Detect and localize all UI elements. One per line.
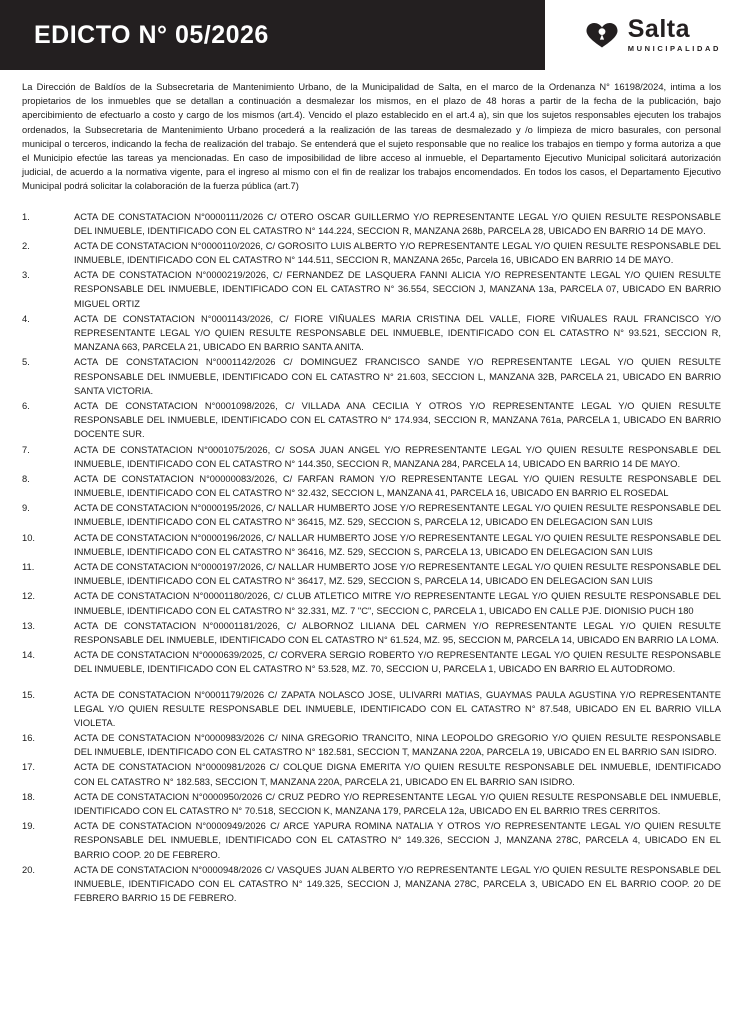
list-item-text: ACTA DE CONSTATACION N°0001142/2026 C/ DOMINGUEZ FRANCISCO SANDE Y/O REPRESENTANTE LEGAL Y/O QUIEN RESULTE RESPONSABLE DEL INMUEBLE, IDENTIFICADO CON EL CATASTRO N° 21.603, SECCION L, MANZANA 32B, PARCELA 21, UBICADO EN BARRIO SANTA VICTORIA. [74,357,721,396]
list-item-text: ACTA DE CONSTATACION N°00001180/2026, C/ CLUB ATLETICO MITRE Y/O REPRESENTANTE LEGAL Y/O QUIEN RESULTE RESPONSABLE DEL INMUEBLE, IDENTIFICADO CON EL CATASTRO N° 32.331, MZ. 7 "C", SECCION C, PARCELA 1, UBICADO EN CALLE PJE. DIONISIO PUCH 180 [74,591,721,616]
list-item [22,648,721,676]
list-item [22,731,721,759]
list-item-text: ACTA DE CONSTATACION N°00000083/2026, C/ FARFAN RAMON Y/O REPRESENTANTE LEGAL Y/O QUIEN RESULTE RESPONSABLE DEL INMUEBLE, IDENTIFICADO CON EL CATASTRO N° 32.432, SECCION L, MANZANA 41, PARCELA 16, UBICADO EN BARRIO EL ROSEDAL [74,473,721,499]
list-item [22,863,721,906]
list-item [22,560,721,588]
list-item [22,443,721,471]
list-item-text: ACTA DE CONSTATACION N°0000110/2026, C/ GOROSITO LUIS ALBERTO Y/O REPRESENTANTE LEGAL Y/O QUIEN RESULTE RESPONSABLE DEL INMUEBLE, IDENTIFICADO CON EL CATASTRO N° 144.511, SECCION R, MANZANA 265c, Parcela 16, UBICADO EN BARRIO 14 DE MAYO. [74,240,721,266]
list-item-number: 18. [22,791,35,802]
header-title-band [0,0,545,70]
list-item [22,589,721,617]
list-item-number: 5. [22,357,30,368]
list-item-number: 19. [22,821,35,832]
list-item-number: 14. [22,650,35,661]
list-item-number: 6. [22,400,30,411]
page-title: EDICTO N° 05/2026 [34,20,269,49]
list-item-number: 8. [22,473,30,484]
list-item-number: 4. [22,313,30,324]
list-item-text: ACTA DE CONSTATACION N°0000948/2026 C/ VASQUES JUAN ALBERTO Y/O REPRESENTANTE LEGAL Y/O QUIEN RESULTE RESPONSABLE DEL INMUEBLE, IDENTIFICADO CON EL CATASTRO N° 149.325, SECCION J, MANZANA 278C, PARCELA 3, UBICADO EN EL BARRIO COOP. 20 DE FEBRERO BARRIO 15 DE FEBRERO. [74,864,721,904]
list-item-number: 20. [22,864,35,875]
list-item-text: ACTA DE CONSTATACION N°0001075/2026, C/ SOSA JUAN ANGEL Y/O REPRESENTANTE LEGAL Y/O QUIEN RESULTE RESPONSABLE DEL INMUEBLE, IDENTIFICADO CON EL CATASTRO N° 144.350, SECCION R, MANZANA 284, PARCELA 14, UBICADO EN BARRIO 14 DE MAYO. [74,444,721,469]
list-item-text: ACTA DE CONSTATACION N°0000981/2026 C/ COLQUE DIGNA EMERITA Y/O QUIEN RESULTE RESPONSABLE DEL INMUEBLE, IDENTIFICADO CON EL CATASTRO N° 182.583, SECCION T, MANZANA 220A, PARCELA 21, UBICADO EN EL BARRIO SAN ISIDRO. [74,762,721,787]
list-item [22,819,721,862]
list-item-text: ACTA DE CONSTATACION N°0000950/2026 C/ CRUZ PEDRO Y/O REPRESENTANTE LEGAL Y/O QUIEN RESULTE RESPONSABLE DEL INMUEBLE, IDENTIFICADO CON EL CATASTRO N° 70.518, SECCION K, MANZANA 179, PARCELA 12a, UBICADO EN EL BARRIO TRES CERRITOS. [74,791,721,816]
list-item [22,268,721,311]
list-item [22,210,721,238]
list-item-text: ACTA DE CONSTATACION N°0001143/2026, C/ FIORE VIÑUALES MARIA CRISTINA DEL VALLE, FIORE VIÑUALES RAUL FRANCISCO Y/O REPRESENTANTE LEGAL Y/O QUIEN RESULTE RESPONSABLE DEL INMUEBLE, IDENTIFICADO CON EL CATASTRO N° 93.521, SECCION R, MANZANA 663, PARCELA 21, UBICADO EN BARRIO SANTA ANITA. [74,313,721,353]
logo-subtitle: MUNICIPALIDAD [627,44,721,54]
list-item-number: 17. [22,762,35,773]
list-item [22,790,721,818]
list-item [22,399,721,442]
list-item [22,531,721,559]
heart-pin-icon [585,22,619,48]
logo-wordmark [628,17,721,53]
list-item-number: 9. [22,503,30,514]
document-header [0,0,747,70]
list-item-text: ACTA DE CONSTATACION N°0000196/2026, C/ NALLAR HUMBERTO JOSE Y/O REPRESENTANTE LEGAL Y/O QUIEN RESULTE RESPONSABLE DEL INMUEBLE, IDENTIFICADO CON EL CATASTRO N° 36416, MZ. 529, SECCION S, PARCELA 13, UBICADO EN DELEGACION SAN LUIS [74,532,721,557]
list-item-number: 16. [22,733,35,744]
list-item-number: 1. [22,211,30,222]
list-item [22,312,721,355]
acta-list [22,210,721,906]
list-item [22,355,721,398]
list-item-text: ACTA DE CONSTATACION N°0000195/2026, C/ NALLAR HUMBERTO JOSE Y/O REPRESENTANTE LEGAL Y/O QUIEN RESULTE RESPONSABLE DEL INMUEBLE, IDENTIFICADO CON EL CATASTRO N° 36415, MZ. 529, SECCION S, PARCELA 12, UBICADO EN DELEGACION SAN LUIS [74,503,721,528]
list-item-text: ACTA DE CONSTATACION N°0000949/2026 C/ ARCE YAPURA ROMINA NATALIA Y OTROS Y/O REPRESENTANTE LEGAL Y/O QUIEN RESULTE RESPONSABLE DEL INMUEBLE, IDENTIFICADO CON EL CATASTRO N° 149.326, SECCION J, MANZANA 278C, PARCELA 4, UBICADO EN EL BARRIO COOP. 20 DE FEBRERO. [74,821,721,860]
list-item-text: ACTA DE CONSTATACION N°0001179/2026 C/ ZAPATA NOLASCO JOSE, ULIVARRI MATIAS, GUAYMAS PAULA AGUSTINA Y/O REPRESENTANTE LEGAL Y/O QUIEN RESULTE RESPONSABLE DEL INMUEBLE, IDENTIFICADO CON EL CATASTRO N° 87.548, UBICADO EN EL BARRIO VILLA VIOLETA. [74,689,721,728]
list-item-number: 11. [22,562,35,572]
list-item-text: ACTA DE CONSTATACION N°0000111/2026 C/ OTERO OSCAR GUILLERMO Y/O REPRESENTANTE LEGAL Y/O QUIEN RESULTE RESPONSABLE DEL INMUEBLE, IDENTIFICADO CON EL CATASTRO N° 144.224, SECCION R, MANZANA 268b, PARCELA 28, UBICADO EN BARRIO 14 DE MAYO. [74,211,721,236]
list-item-text: ACTA DE CONSTATACION N°0000983/2026 C/ NINA GREGORIO TRANCITO, NINA LEOPOLDO GREGORIO Y/O QUIEN RESULTE RESPONSABLE DEL INMUEBLE, IDENTIFICADO CON EL CATASTRO N° 182.581, SECCION T, MANZANA 220A, PARCELA 19, UBICADO EN EL BARRIO SAN ISIDRO. [74,733,721,758]
list-item [22,239,721,267]
list-item-number: 13. [22,620,35,631]
list-item [22,688,721,731]
list-item-number: 12. [22,591,35,602]
list-item [22,760,721,788]
document-body [0,80,747,905]
list-item-number: 2. [22,240,30,251]
list-item-number: 10. [22,532,35,543]
list-item [22,501,721,529]
intro-paragraph: La Dirección de Baldíos de la Subsecretaria de Mantenimiento Urbano, de la Municipalidad de Salta, en el marco de la Ordenanza N° 16198/2024, intima a los propietarios de los inmuebles que se detallan a continuación a desmalezar los mismos, en el plazo de 48 horas a partir de la fecha de la publicación, bajo apercibimiento de efectuarlo a costo y cargo de los mismos (art.4). Vencido el plazo establecido en el art.4 a), sin que los sujetos responsables ejecuten los trabajos ordenados, la Subsecretaria de Mantenimiento Urbano procederá a la realización de las tareas de desmalezado y /o limpieza de micro basurales, con personal municipal o terceros, indicando la fecha de realización del trabajo. Se entenderá que el sujeto responsable que no realice los trabajos en tiempo y forma autoriza a que el Municipio efectúe las tareas ya mencionadas. En caso de imposibilidad de libre acceso al inmueble, el Departamento Ejecutivo Municipal solicitará autorización judicial, de acuerdo a la normativa vigente, para el ingreso al mismo con el fin de realizar los trabajos encomendados. En todos los casos, el Departamento Ejecutivo Municipal podrá solicitar la colaboración de la fuerza pública (art.7) [22,82,721,192]
list-item [22,472,721,500]
list-item-text: ACTA DE CONSTATACION N°00001181/2026, C/ ALBORNOZ LILIANA DEL CARMEN Y/O REPRESENTANTE LEGAL Y/O QUIEN RESULTE RESPONSABLE DEL INMUEBLE, IDENTIFICADO CON EL CATASTRO N° 61.524, MZ. 95, SECCION M, PARCELA 14, UBICADO EN BARRIO LA LOMA. [74,620,721,645]
list-item-text: ACTA DE CONSTATACION N°0000639/2025, C/ CORVERA SERGIO ROBERTO Y/O REPRESENTANTE LEGAL Y/O QUIEN RESULTE RESPONSABLE DEL INMUEBLE, IDENTIFICADO CON EL CATASTRO N° 53.528, MZ. 70, SECCION U, PARCELA 1, UBICADO EN BARRIO EL AUTODROMO. [74,650,721,675]
municipality-logo [545,0,747,70]
list-item-number: 7. [22,444,30,455]
list-item-text: ACTA DE CONSTATACION N°0000219/2026, C/ FERNANDEZ DE LASQUERA FANNI ALICIA Y/O REPRESENTANTE LEGAL Y/O QUIEN RESULTE RESPONSABLE DEL INMUEBLE, IDENTIFICADO CON EL CATASTRO N° 36.554, SECCION J, MANZANA 13a, PARCELA 07, UBICADO EN BARRIO MIGUEL ORTIZ [74,270,721,309]
list-item-number: 3. [22,270,30,281]
list-item-text: ACTA DE CONSTATACION N°0001098/2026, C/ VILLADA ANA CECILIA Y OTROS Y/O REPRESENTANTE LEGAL Y/O QUIEN RESULTE RESPONSABLE DEL INMUEBLE, IDENTIFICADO CON EL CATASTRO N° 174.934, SECCION R, MANZANA 761a, PARCELA 1, UBICADO EN BARRIO DOCENTE SUR. [74,400,721,440]
logo-brand: Salta [627,15,691,44]
list-item-number: 15. [22,689,35,700]
list-item [22,619,721,647]
list-item-text: ACTA DE CONSTATACION N°0000197/2026, C/ NALLAR HUMBERTO JOSE Y/O REPRESENTANTE LEGAL Y/O QUIEN RESULTE RESPONSABLE DEL INMUEBLE, IDENTIFICADO CON EL CATASTRO N° 36417, MZ. 529, SECCION S, PARCELA 14, UBICADO EN DELEGACION SAN LUIS [74,562,721,587]
